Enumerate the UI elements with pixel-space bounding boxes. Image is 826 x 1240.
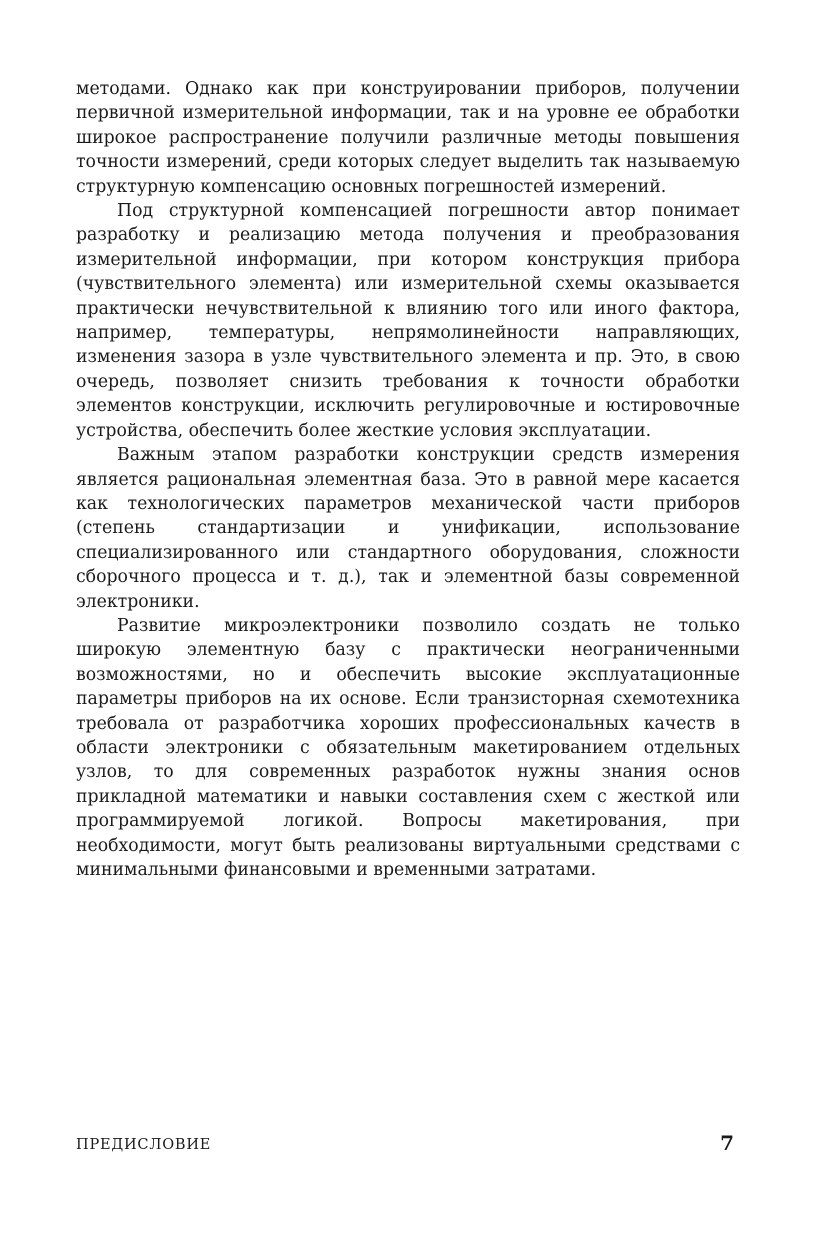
paragraph-2: Под структурной компенсацией погрешности автор понимает разработку и реализацию метода получения и преобразования измерительной информации, при котором конструкция прибора (чувствительного элемента) или измерительной схемы оказывается практически нечувствительной к влиянию того или иного фактора, например, температуры, непрямолинейности направляющих, изменения зазора в узле чувствительного элемента и пр. Это, в свою очередь, позволяет снизить требования к точности обработки элементов конструкции, исключить регулировочные и юстировочные устройства, обеспечить более жесткие условия эксплуатации. — [76, 201, 740, 441]
running-head: ПРЕДИСЛОВИЕ — [76, 1137, 212, 1153]
paragraph-1: методами. Однако как при конструировании приборов, получении первичной измерительной информации, так и на уровне ее обработки широкое распространение получили различные методы повышения точности измерений, среди которых следует выделить так называемую структурную компенсацию основных погрешностей измерений. — [76, 79, 740, 197]
paragraph-3: Важным этапом разработки конструкции средств измерения является рациональная элементная база. Это в равной мере касается как технологических параметров механической части приборов (степень стандартизации и унификации, использование специализированного или стандартного оборудования, сложности сборочного процесса и т. д.), так и элементной базы современной электроники. — [76, 445, 740, 612]
page-body — [76, 77, 740, 882]
page-number: 7 — [720, 1131, 734, 1155]
page-footer — [76, 1131, 740, 1161]
paragraph-4: Развитие микроэлектроники позволило создать не только широкую элементную базу с практически неограниченными возможностями, но и обеспечить высокие эксплуатационные параметры приборов на их основе. Если транзисторная схемотехника требовала от разработчика хороших профессиональных качеств в области электроники с обязательным макетированием отдельных узлов, то для современных разработок нужны знания основ прикладной математики и навыки составления схем с жесткой или программируемой логикой. Вопросы макетирования, при необходимости, могут быть реализованы виртуальными средствами с минимальными финансовыми и временными затратами. — [76, 615, 740, 880]
